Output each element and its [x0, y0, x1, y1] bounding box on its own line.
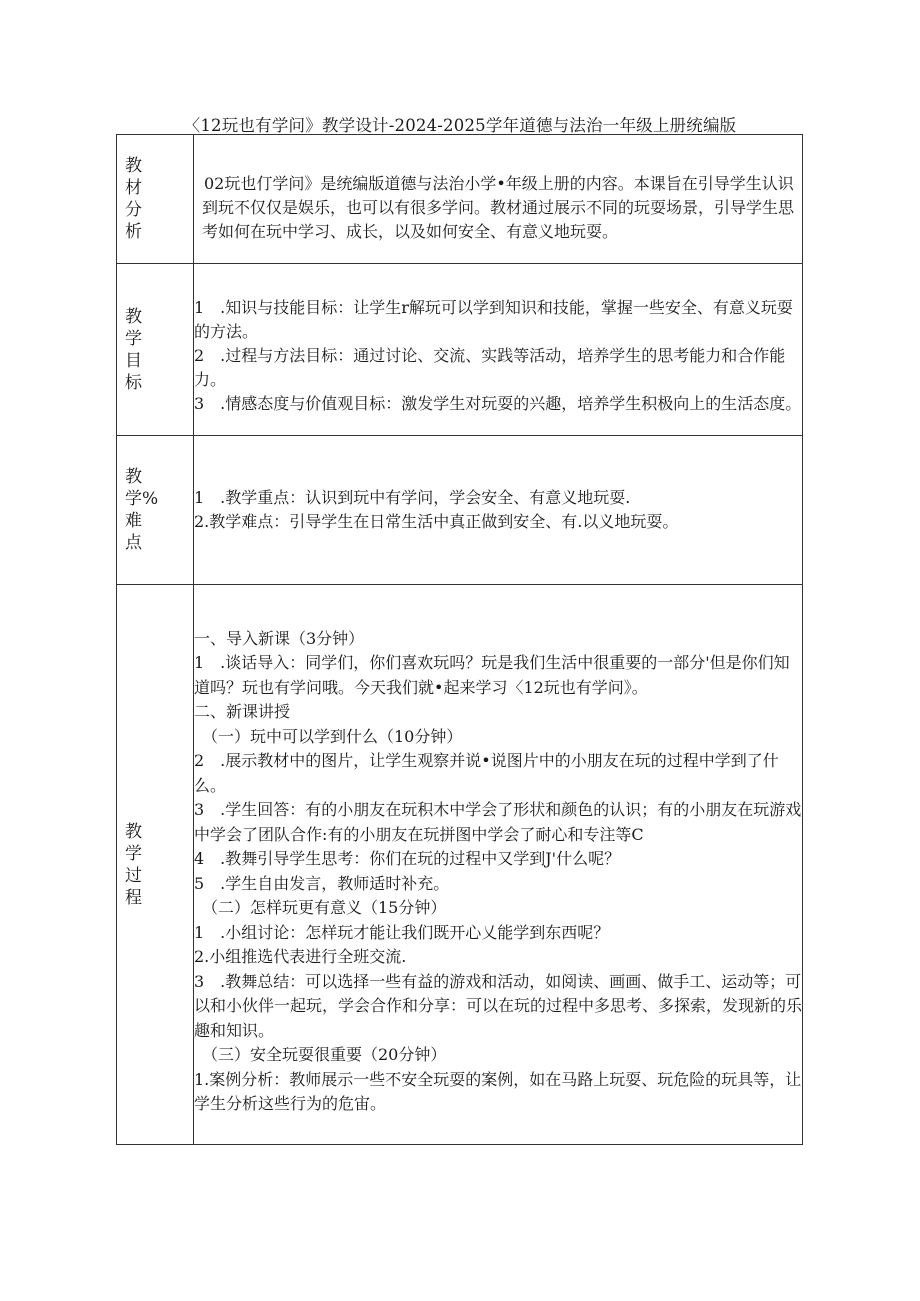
goal-item: 1 .知识与技能目标：让学生r解玩可以学到知识和技能，掌握一些安全、有意义玩耍的方法。	[194, 297, 793, 341]
process-item: 3 .学生回答：有的小朋友在玩积木中学会了形状和颜色的认识；有的小朋友在玩游戏中学会了团队合作:有的小朋友在玩拼图中学会了耐心和专注等C	[194, 800, 802, 844]
goal-item: 3 .情感态度与价值观目标：激发学生对玩耍的兴趣，培养学生积极向上的生活态度。	[194, 393, 802, 413]
row-key-points	[117, 436, 803, 585]
analysis-text: 02玩也仃学问》是统编版道德与法治小学•年级上册的内容。本课旨在引导学生认识到玩不仅仅是娱乐，也可以有很多学问。教材通过展示不同的玩耍场景，引导学生思考如何在玩中学习、成长，以及如何安全、有意义地玩耍。	[202, 173, 795, 241]
section-label-process: 教学过程	[125, 821, 142, 908]
process-item: 2.小组推选代表进行全班交流.	[194, 947, 407, 966]
key-point-item: 1 .教学重点：认识到玩中有学问，学会安全、有意义地玩耍.	[194, 488, 631, 507]
process-item: 3 .教舞总结：可以选择一些有益的游戏和活动，如阅读、画画、做手工、运动等；可以和小伙伴一起玩，学会合作和分享：可以在玩的过程中多思考、多探索，发现新的乐趣和知识。	[194, 971, 803, 1040]
section-label-goals: 教学目标	[125, 306, 142, 393]
row-analysis	[117, 135, 803, 264]
process-item: 5 .学生自由发言，教师适时补充。	[194, 873, 450, 893]
label-cell	[117, 585, 194, 1145]
row-goals	[117, 264, 803, 436]
process-item: 1.案例分析：教师展示一些不安全玩耍的案例，如在马路上玩耍、玩危险的玩具等，让学生分析这些行为的危宙。	[194, 1069, 802, 1113]
content-key-points	[194, 436, 803, 585]
process-subheading: （三）安全玩耍很重要（20分钟）	[202, 1045, 447, 1064]
process-item: 4 .教舞引导学生思考：你们在玩的过程中又学到J'什么呢？	[194, 849, 621, 868]
label-cell	[117, 436, 194, 585]
content-goals	[194, 264, 803, 436]
process-subheading: （二）怎样玩更有意义（15分钟）	[202, 898, 447, 917]
process-item: 1 .谈话导入：同学们，你们喜欢玩吗？玩是我们生活中很重要的一部分'但是你们知道吗？玩也有学问哦。今天我们就•起来学习〈12玩也有学问》。	[194, 653, 790, 697]
row-process	[117, 585, 803, 1145]
lesson-plan-table	[116, 134, 803, 1145]
label-cell	[117, 264, 194, 436]
process-heading: 二、新课讲授	[194, 702, 291, 721]
process-item: 2 .展示教材中的图片，让学生观察并说•说图片中的小朋友在玩的过程中学到了什么。	[194, 751, 779, 795]
process-heading: 一、导入新课（3分钟）	[194, 628, 365, 648]
label-cell	[117, 135, 194, 264]
section-label-analysis: 教材分析	[125, 156, 142, 242]
section-label-key-points: 教学%难点	[125, 467, 159, 553]
process-subheading: （一）玩中可以学到什么（10分钟）	[202, 726, 463, 746]
key-point-item: 2.教学难点：引导学生在日常生活中真正做到安全、有.以义地玩耍。	[194, 512, 679, 531]
content-process	[194, 585, 803, 1145]
document-title: 〈12玩也有学问》教学设计-2024-2025学年道德与法治一年级上册统编版	[183, 116, 737, 135]
goal-item: 2 .过程与方法目标：通过讨论、交流、实践等活动，培养学生的思考能力和合作能力。	[194, 345, 786, 389]
content-analysis	[194, 135, 803, 264]
process-item: 1 .小组讨论：怎样玩才能让我们既开心乂能学到东西呢？	[194, 922, 610, 942]
